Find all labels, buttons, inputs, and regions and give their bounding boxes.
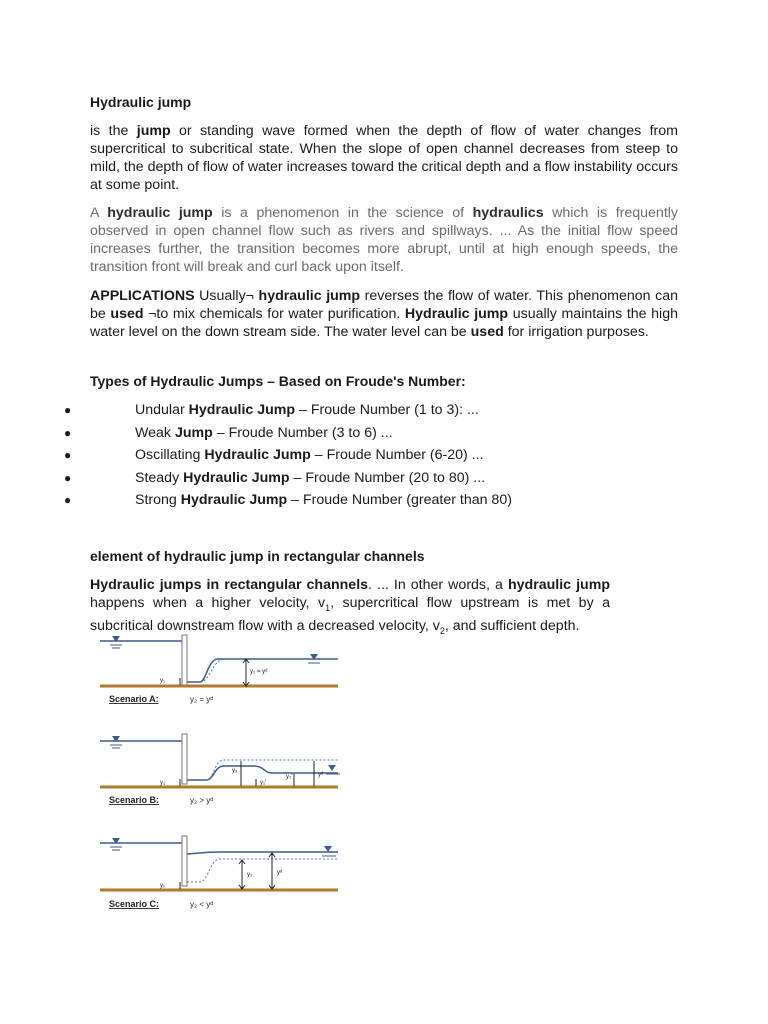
text-run: – Froude Number (3 to 6) ... bbox=[212, 424, 393, 441]
text-run: usually maintains the high water level on the down stream side. The water level can be bbox=[90, 306, 678, 340]
bold-term: hydraulic jump bbox=[107, 205, 213, 221]
list-item-text bbox=[135, 489, 512, 511]
list-item-text bbox=[135, 422, 393, 444]
sluice-gate bbox=[182, 836, 187, 886]
water-level-icon bbox=[328, 765, 336, 771]
list-item-text bbox=[135, 467, 485, 489]
list-item-text bbox=[135, 444, 484, 466]
bullet-icon: ● bbox=[64, 425, 72, 440]
list-item bbox=[64, 422, 684, 445]
text-run: . ... In other words, a bbox=[368, 577, 508, 593]
text-run: Usually¬ bbox=[194, 288, 259, 304]
paragraph-rectangular-channels bbox=[90, 576, 610, 640]
paragraph-definition bbox=[90, 122, 678, 194]
bullet-icon: ● bbox=[64, 470, 72, 485]
text-run: – Froude Number (6-20) ... bbox=[310, 447, 484, 463]
scenario-relation: y₂ > yᵈ bbox=[190, 796, 214, 805]
bold-term: used bbox=[470, 324, 504, 340]
list-item bbox=[64, 467, 684, 490]
paragraph-applications bbox=[90, 287, 678, 341]
text-run: happens when a higher velocity, v bbox=[90, 595, 326, 611]
text-run: is a phenomenon in the science of bbox=[212, 205, 473, 221]
text-run: A bbox=[90, 205, 108, 221]
figure-scenario-b bbox=[96, 730, 341, 808]
water-level-icon bbox=[324, 846, 332, 852]
bold-term: hydraulics bbox=[472, 205, 544, 221]
y2-label: y₂ bbox=[247, 872, 253, 878]
text-run: is the bbox=[90, 123, 137, 139]
text-run: which is frequently observed in open channel flow such as rivers and spillways. ... As the initial flow speed increases further, the transition becomes more abrupt, until at high enough speeds, the transition front will break and curl back upon itself. bbox=[90, 205, 679, 275]
element-heading: element of hydraulic jump in rectangular channels bbox=[90, 548, 425, 564]
bold-term: Hydraulic jumps in rectangular channels bbox=[90, 577, 369, 593]
figure-scenario-c bbox=[96, 832, 341, 914]
y1-label: y₁ bbox=[160, 678, 166, 684]
text-run: Strong bbox=[135, 492, 181, 508]
text-run: Oscillating bbox=[135, 447, 205, 463]
text-run: Steady bbox=[135, 469, 184, 486]
sluice-gate bbox=[182, 734, 187, 784]
text-run: ¬to mix chemicals for water purification. bbox=[143, 306, 405, 322]
text-run: or standing wave formed when the depth of flow of water changes from supercritical to subcritical state. When the slope of open channel decreases from steep to mild, the depth of flow of water increases toward the critical depth and a flow instability occurs at some point. bbox=[90, 123, 678, 193]
text-run: reverses the flow of water. This phenomenon can be bbox=[90, 288, 679, 322]
types-list bbox=[64, 399, 684, 512]
drowned-water-surface bbox=[187, 852, 338, 854]
text-run: – Froude Number (20 to 80) ... bbox=[289, 469, 486, 486]
applications-label: APPLICATIONS bbox=[90, 288, 195, 304]
yd-label: yᵈ bbox=[318, 772, 324, 778]
scenario-caption: Scenario B: bbox=[109, 795, 160, 805]
list-item bbox=[64, 444, 684, 467]
bold-term: jump bbox=[136, 123, 171, 139]
y1-label: y₁ bbox=[160, 780, 166, 786]
scenario-relation: y₂ < yᵈ bbox=[190, 900, 214, 909]
yd-label: yᵈ bbox=[277, 870, 283, 876]
paragraph-phenomenon bbox=[90, 204, 678, 276]
bold-term: used bbox=[110, 306, 144, 322]
document-title: Hydraulic jump bbox=[90, 94, 192, 110]
jump-dotted-profile bbox=[187, 859, 338, 882]
bold-term: Hydraulic Jump bbox=[188, 402, 296, 418]
bold-term: Jump bbox=[174, 424, 213, 441]
list-item bbox=[64, 399, 684, 422]
sluice-gate bbox=[182, 635, 187, 685]
text-run: – Froude Number (1 to 3): ... bbox=[295, 402, 479, 418]
figure-scenario-a bbox=[96, 632, 341, 710]
bold-term: hydraulic jump bbox=[507, 577, 610, 593]
scenario-relation: y₂ = yᵈ bbox=[190, 695, 214, 704]
subscript: 2 bbox=[439, 625, 445, 636]
text-run: for irrigation purposes. bbox=[503, 324, 649, 340]
y1p-label: y₁' bbox=[260, 780, 267, 786]
text-run: Weak bbox=[135, 424, 175, 441]
y2-yd-label: y₂ = yᵈ bbox=[250, 669, 268, 675]
bold-term: Hydraulic Jump bbox=[204, 447, 311, 463]
subscript: 1 bbox=[325, 602, 331, 613]
bullet-icon: ● bbox=[64, 403, 72, 417]
list-item-text bbox=[135, 399, 479, 421]
text-run: , supercritical flow upstream is met by a subcritical downstream flow with a decreased velocity, v bbox=[90, 595, 610, 634]
y2-label: y₂ bbox=[232, 768, 238, 774]
scenario-caption: Scenario C: bbox=[109, 899, 160, 909]
bullet-icon: ● bbox=[64, 448, 72, 462]
bold-term: Hydraulic jump bbox=[404, 306, 509, 322]
bold-term: Hydraulic Jump bbox=[183, 469, 290, 486]
bullet-icon: ● bbox=[64, 493, 72, 507]
scenario-caption: Scenario A: bbox=[109, 694, 159, 704]
text-run: – Froude Number (greater than 80) bbox=[287, 492, 512, 508]
text-run: Undular bbox=[135, 402, 189, 418]
types-heading: Types of Hydraulic Jumps – Based on Froude's Number: bbox=[90, 373, 466, 389]
y2p-label: y₂' bbox=[286, 774, 293, 780]
bold-term: hydraulic jump bbox=[258, 288, 361, 304]
y1-label: y₁ bbox=[160, 883, 166, 889]
bold-term: Hydraulic Jump bbox=[180, 492, 288, 508]
text-run: , and sufficient depth. bbox=[444, 617, 580, 634]
list-item bbox=[64, 489, 684, 512]
